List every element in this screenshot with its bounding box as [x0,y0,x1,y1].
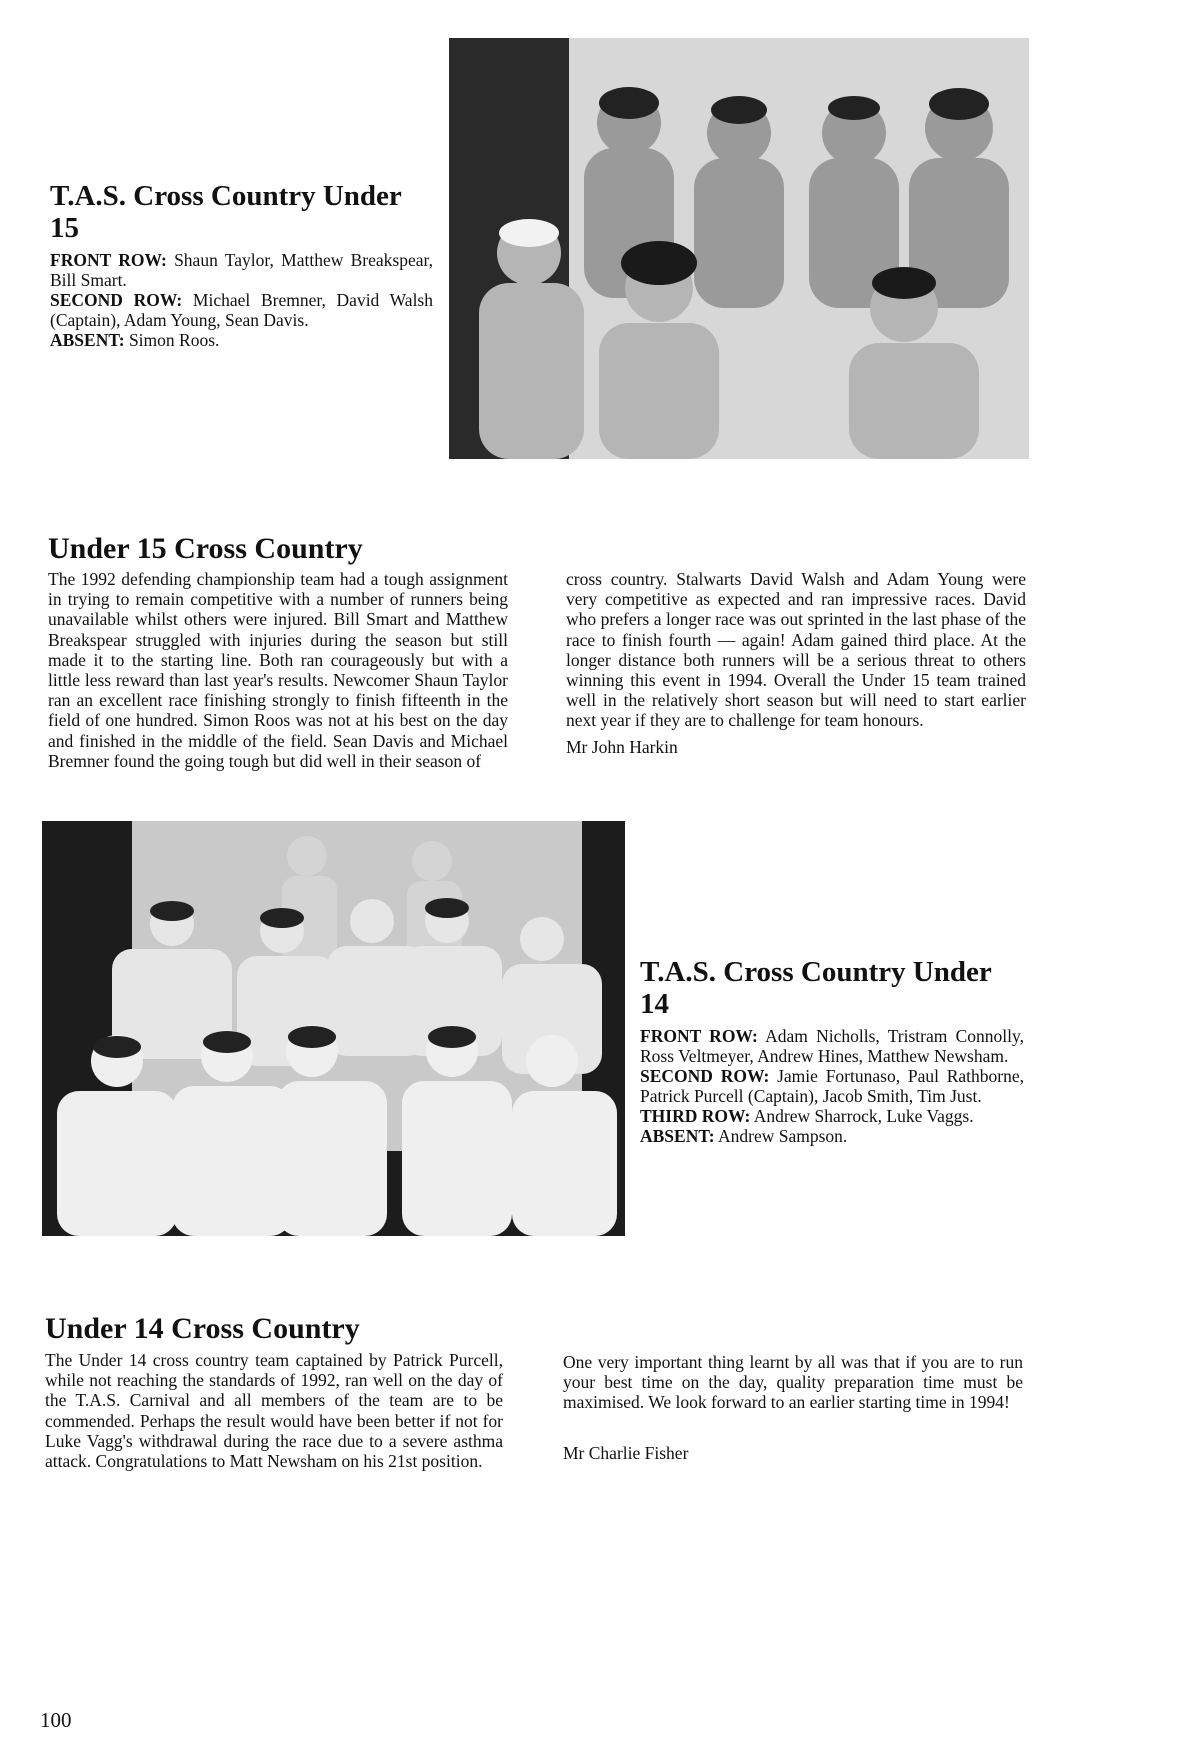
u14-article-author: Mr Charlie Fisher [563,1443,689,1463]
u14-team-photo [42,821,625,1236]
u14-third-row-label: THIRD ROW: [640,1106,751,1126]
u15-caption [50,180,433,350]
u14-article-col2: One very important thing learnt by all was that if you are to run your best time on the day, quality preparation time must be maximised. We look forward to an earlier starting time in 1994! [563,1352,1023,1413]
u15-second-row-label: SECOND ROW: [50,290,183,310]
u15-article-col2: cross country. Stalwarts David Walsh and Adam Young were very competitive as expected and ran impressive races. David who prefers a longer race was out sprinted in the last phase of the race to finish fourth — again! Adam gained third place. At the longer distance both runners will be a serious threat to others winning this event in 1994. Overall the Under 15 team trained well in the relatively short season but will need to start earlier next year if they are to challenge for team honours. [566,569,1026,731]
u15-team-photo [449,38,1029,459]
u14-second-row-names: Jamie Fortunaso, Paul Rathborne, Patrick Purcell (Captain), Jacob Smith, Tim Just. [640,1066,1025,1106]
u14-absent-names: Andrew Sampson. [714,1126,848,1146]
u14-caption [640,956,1024,1146]
u14-absent-label: ABSENT: [640,1126,715,1146]
u15-article-author: Mr John Harkin [566,737,678,757]
u15-article-col1: The 1992 defending championship team had a tough assignment in trying to remain competitive with a number of runners being unavailable whilst others were injured. Bill Smart and Matthew Breakspear struggled with injuries during the season but still made it to the starting line. Both ran courageously but with a little less reward than last year's results. Newcomer Shaun Taylor ran an excellent race finishing strongly to finish fifteenth in the field of one hundred. Simon Roos was not at his best on the day and finished in the middle of the field. Sean Davis and Michael Bremner found the going tough but did well in their season of [48,569,508,771]
u15-front-row-label: FRONT ROW: [50,250,167,270]
u14-caption-title: T.A.S. Cross Country Under 14 [640,956,992,1020]
u14-front-row-label: FRONT ROW: [640,1026,758,1046]
u15-second-row-names: Michael Bremner, David Walsh (Captain), Adam Young, Sean Davis. [50,290,433,330]
u15-article-title: Under 15 Cross Country [48,532,363,565]
u14-second-row-label: SECOND ROW: [640,1066,770,1086]
u14-article-title: Under 14 Cross Country [45,1312,360,1345]
page-number: 100 [40,1708,72,1732]
u14-caption-text [640,1026,1024,1146]
u15-caption-text [50,250,433,350]
u15-caption-title: T.A.S. Cross Country Under 15 [50,180,402,244]
u14-third-row-names: Andrew Sharrock, Luke Vaggs. [750,1106,974,1126]
u15-absent-names: Simon Roos. [124,330,220,350]
u14-article-col1: The Under 14 cross country team captained by Patrick Purcell, while not reaching the standards of 1992, ran well on the day of the T.A.S. Carnival and all members of the team are to be commended. Perhaps the result would have been better if not for Luke Vagg's withdrawal during the race due to a severe asthma attack. Congratulations to Matt Newsham on his 21st position. [45,1350,503,1472]
u14-front-row-names: Adam Nicholls, Tristram Connolly, Ross Veltmeyer, Andrew Hines, Matthew Newsham. [640,1026,1024,1066]
u15-absent-label: ABSENT: [50,330,125,350]
u15-front-row-names: Shaun Taylor, Matthew Breakspear, Bill Smart. [50,250,433,290]
